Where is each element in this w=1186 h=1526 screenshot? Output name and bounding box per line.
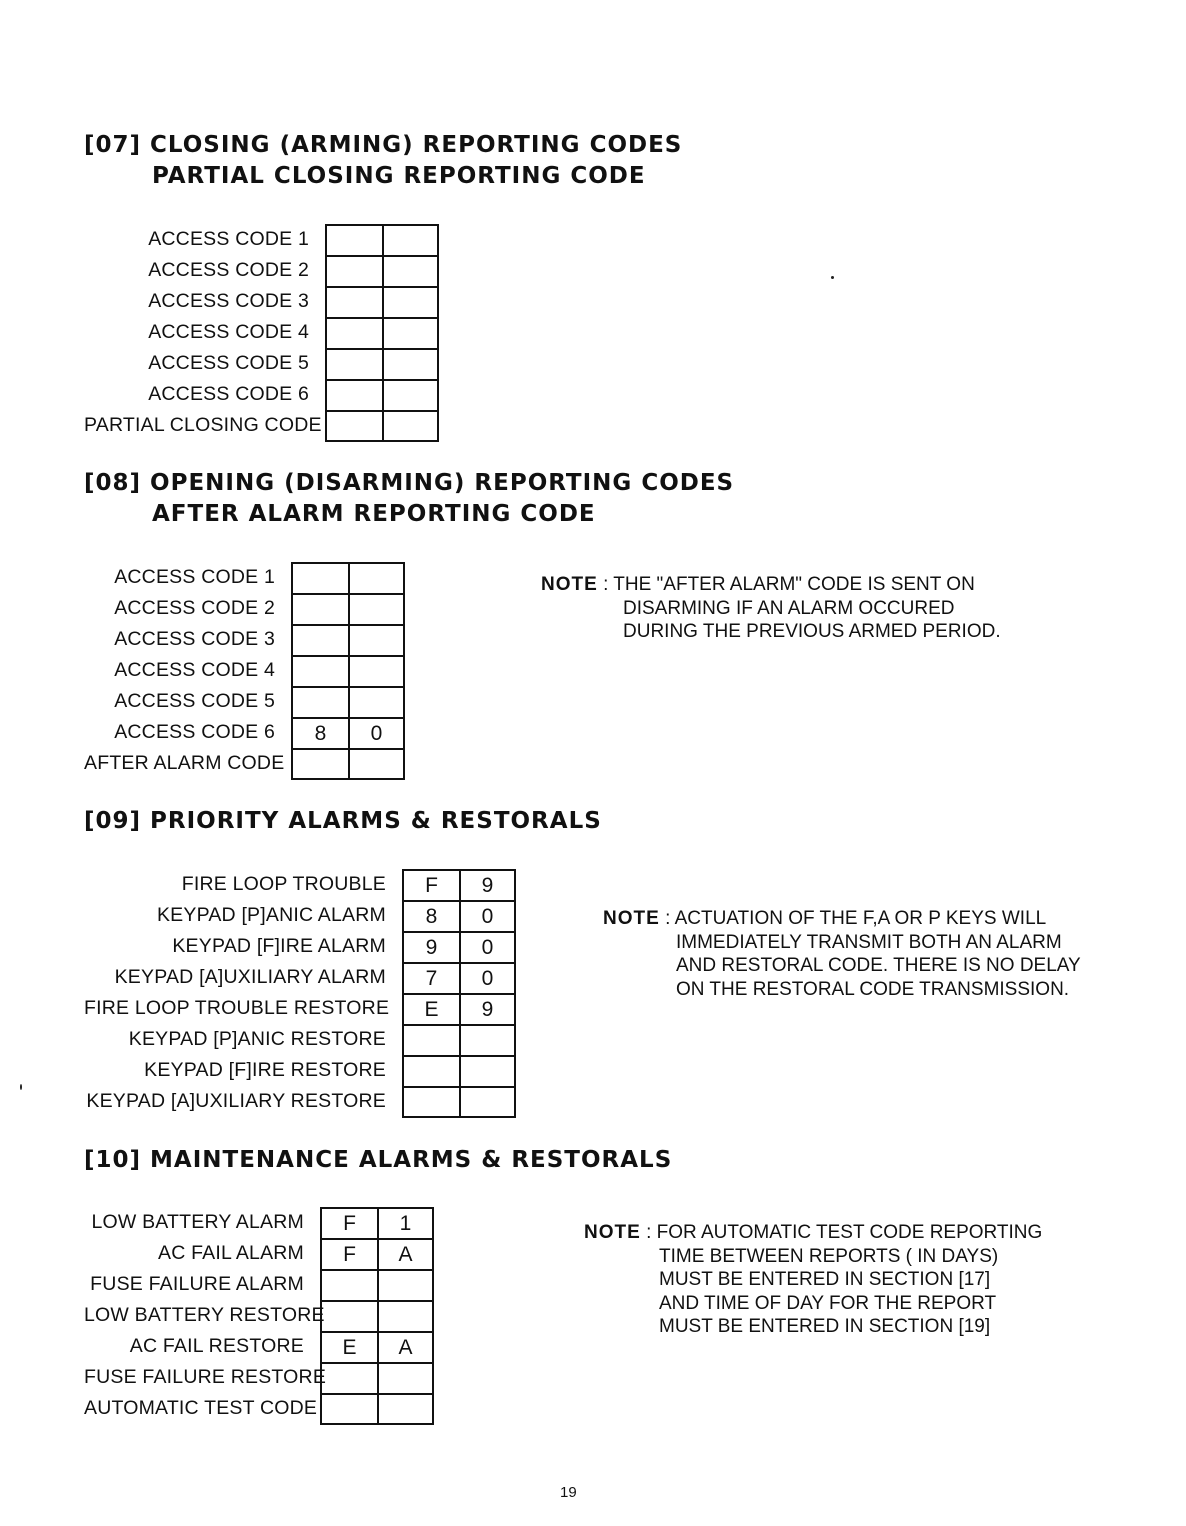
code-digit-2[interactable] <box>382 348 439 379</box>
code-digit-2[interactable] <box>459 1024 516 1055</box>
code-digit-2[interactable] <box>377 1300 434 1331</box>
code-row-label: LOW BATTERY RESTORE <box>84 1304 325 1326</box>
code-digit-2[interactable]: 9 <box>459 869 516 900</box>
code-row-label: ACCESS CODE 4 <box>114 659 275 681</box>
code-digit-2[interactable]: 0 <box>348 717 405 748</box>
code-digit-1[interactable] <box>402 1086 459 1118</box>
code-row <box>84 1362 434 1393</box>
code-digit-1[interactable] <box>320 1300 377 1331</box>
code-digit-1[interactable]: F <box>320 1238 377 1269</box>
section-09-code-table <box>84 869 516 1117</box>
code-row <box>84 717 405 748</box>
code-row-label: KEYPAD [F]IRE ALARM <box>172 935 386 957</box>
code-row <box>84 410 439 441</box>
code-digit-1[interactable] <box>325 224 382 255</box>
code-row <box>84 1238 434 1269</box>
code-digit-1[interactable] <box>291 593 348 624</box>
code-digit-2[interactable] <box>382 286 439 317</box>
code-digit-2[interactable]: 0 <box>459 962 516 993</box>
section-09-heading <box>84 806 602 837</box>
note-line: : FOR AUTOMATIC TEST CODE REPORTING <box>646 1222 1043 1243</box>
code-digit-2[interactable] <box>459 1086 516 1118</box>
code-digit-1[interactable] <box>325 348 382 379</box>
code-digit-1[interactable] <box>402 1024 459 1055</box>
code-row <box>84 1086 516 1117</box>
section-07-subtitle: PARTIAL CLOSING REPORTING CODE <box>152 163 646 189</box>
code-row <box>84 1207 434 1238</box>
code-row <box>84 224 439 255</box>
code-row-label: FIRE LOOP TROUBLE RESTORE <box>84 997 390 1019</box>
code-row-label: FUSE FAILURE RESTORE <box>84 1366 327 1388</box>
code-digit-2[interactable]: A <box>377 1331 434 1362</box>
code-digit-1[interactable] <box>291 624 348 655</box>
code-row-label: ACCESS CODE 1 <box>114 566 275 588</box>
note-line: DISARMING IF AN ALARM OCCURED <box>623 597 955 619</box>
note-line: TIME BETWEEN REPORTS ( IN DAYS) <box>659 1245 999 1267</box>
code-row <box>84 1269 434 1300</box>
code-row <box>84 1331 434 1362</box>
code-row-label: AC FAIL RESTORE <box>129 1335 304 1357</box>
code-digit-2[interactable] <box>348 686 405 717</box>
code-row-label: KEYPAD [F]IRE RESTORE <box>144 1059 386 1081</box>
section-07-code-table <box>84 224 439 441</box>
code-digit-1[interactable] <box>320 1362 377 1393</box>
code-row <box>84 1393 434 1424</box>
code-row-label: ACCESS CODE 3 <box>114 628 275 650</box>
code-digit-1[interactable] <box>291 748 348 780</box>
code-digit-1[interactable]: E <box>320 1331 377 1362</box>
section-07-title: [07] CLOSING (ARMING) REPORTING CODES <box>84 132 683 158</box>
code-digit-1[interactable]: 9 <box>402 931 459 962</box>
code-digit-1[interactable]: F <box>402 869 459 900</box>
code-digit-1[interactable]: F <box>320 1207 377 1238</box>
code-row-label: AFTER ALARM CODE <box>84 752 285 774</box>
code-digit-1[interactable] <box>291 562 348 593</box>
code-row-label: ACCESS CODE 4 <box>148 321 309 343</box>
section-08-code-table <box>84 562 405 779</box>
section-07-heading <box>84 130 682 192</box>
code-row-label: LOW BATTERY ALARM <box>91 1211 304 1233</box>
code-digit-1[interactable]: 8 <box>402 900 459 931</box>
page-number: 19 <box>560 1484 577 1501</box>
note-keyword: NOTE <box>584 1222 641 1243</box>
code-digit-1[interactable]: 7 <box>402 962 459 993</box>
code-row <box>84 1300 434 1331</box>
section-08-heading <box>84 468 734 530</box>
code-row-label: KEYPAD [A]UXILIARY RESTORE <box>86 1090 386 1112</box>
code-row <box>84 286 439 317</box>
code-digit-1[interactable]: 8 <box>291 717 348 748</box>
note-keyword: NOTE <box>603 908 660 929</box>
code-digit-1[interactable] <box>291 655 348 686</box>
code-row <box>84 562 405 593</box>
code-row <box>84 993 516 1024</box>
code-row-label: ACCESS CODE 2 <box>148 259 309 281</box>
code-row <box>84 593 405 624</box>
code-digit-2[interactable] <box>459 1055 516 1086</box>
code-digit-1[interactable] <box>291 686 348 717</box>
code-row <box>84 931 516 962</box>
scan-speck <box>20 1084 22 1090</box>
note-line: ON THE RESTORAL CODE TRANSMISSION. <box>676 978 1070 1000</box>
code-row <box>84 1055 516 1086</box>
section-08-title: [08] OPENING (DISARMING) REPORTING CODES <box>84 470 735 496</box>
code-row <box>84 900 516 931</box>
note-line: DURING THE PREVIOUS ARMED PERIOD. <box>623 621 1001 642</box>
code-row-label: PARTIAL CLOSING CODE <box>84 414 322 436</box>
code-row-label: ACCESS CODE 1 <box>148 228 309 250</box>
code-row <box>84 869 516 900</box>
code-row <box>84 379 439 410</box>
code-digit-2[interactable]: 1 <box>377 1207 434 1238</box>
code-digit-1[interactable] <box>325 317 382 348</box>
code-row <box>84 962 516 993</box>
code-digit-2[interactable] <box>382 317 439 348</box>
section-08-note <box>541 573 1001 644</box>
code-digit-2[interactable] <box>382 410 439 442</box>
code-row-label: ACCESS CODE 5 <box>148 352 309 374</box>
code-digit-1[interactable]: E <box>402 993 459 1024</box>
code-digit-2[interactable]: 0 <box>459 900 516 931</box>
code-digit-2[interactable] <box>348 593 405 624</box>
code-row <box>84 748 405 779</box>
code-row <box>84 624 405 655</box>
code-digit-2[interactable] <box>377 1269 434 1300</box>
note-line: : THE "AFTER ALARM" CODE IS SENT ON <box>603 574 975 595</box>
code-digit-2[interactable]: 9 <box>459 993 516 1024</box>
code-digit-2[interactable] <box>377 1393 434 1425</box>
code-row <box>84 686 405 717</box>
code-row-label: ACCESS CODE 6 <box>114 721 275 743</box>
code-digit-2[interactable]: 0 <box>459 931 516 962</box>
section-10-title: [10] MAINTENANCE ALARMS & RESTORALS <box>84 1147 673 1173</box>
note-keyword: NOTE <box>541 574 598 595</box>
note-line: IMMEDIATELY TRANSMIT BOTH AN ALARM <box>676 931 1062 953</box>
code-digit-1[interactable] <box>320 1393 377 1425</box>
code-row <box>84 317 439 348</box>
section-09-note <box>603 907 1081 1001</box>
code-row <box>84 655 405 686</box>
code-digit-2[interactable] <box>348 562 405 593</box>
note-line: AND RESTORAL CODE. THERE IS NO DELAY <box>676 955 1081 976</box>
code-digit-2[interactable] <box>348 748 405 780</box>
code-digit-2[interactable] <box>348 655 405 686</box>
code-row-label: KEYPAD [P]ANIC RESTORE <box>128 1028 386 1050</box>
code-digit-2[interactable] <box>382 255 439 286</box>
section-10-heading <box>84 1145 672 1176</box>
code-row-label: AC FAIL ALARM <box>157 1242 304 1264</box>
code-row <box>84 348 439 379</box>
section-10-code-table <box>84 1207 434 1424</box>
code-row-label: FUSE FAILURE ALARM <box>90 1273 304 1295</box>
code-row-label: ACCESS CODE 2 <box>114 597 275 619</box>
code-row-label: KEYPAD [A]UXILIARY ALARM <box>114 966 386 988</box>
section-10-note <box>584 1221 1042 1339</box>
note-line: MUST BE ENTERED IN SECTION [19] <box>659 1316 991 1337</box>
code-digit-2[interactable] <box>377 1362 434 1393</box>
code-row-label: ACCESS CODE 3 <box>148 290 309 312</box>
note-line: AND TIME OF DAY FOR THE REPORT <box>659 1292 997 1314</box>
code-digit-2[interactable] <box>348 624 405 655</box>
section-08-subtitle: AFTER ALARM REPORTING CODE <box>152 501 596 527</box>
code-row-label: ACCESS CODE 5 <box>114 690 275 712</box>
code-digit-1[interactable] <box>325 286 382 317</box>
code-row-label: AUTOMATIC TEST CODE <box>84 1397 318 1419</box>
scan-speck <box>831 276 834 279</box>
code-digit-2[interactable] <box>382 379 439 410</box>
code-row-label: FIRE LOOP TROUBLE <box>181 873 386 895</box>
code-row <box>84 1024 516 1055</box>
code-row-label: ACCESS CODE 6 <box>148 383 309 405</box>
code-digit-1[interactable] <box>402 1055 459 1086</box>
note-line: MUST BE ENTERED IN SECTION [17] <box>659 1269 991 1290</box>
code-digit-1[interactable] <box>325 255 382 286</box>
code-row-label: KEYPAD [P]ANIC ALARM <box>156 904 386 926</box>
code-row <box>84 255 439 286</box>
code-digit-1[interactable] <box>325 410 382 442</box>
code-digit-2[interactable] <box>382 224 439 255</box>
section-09-title: [09] PRIORITY ALARMS & RESTORALS <box>84 808 602 834</box>
code-digit-1[interactable] <box>325 379 382 410</box>
note-line: : ACTUATION OF THE F,A OR P KEYS WILL <box>665 908 1047 929</box>
code-digit-2[interactable]: A <box>377 1238 434 1269</box>
code-digit-1[interactable] <box>320 1269 377 1300</box>
